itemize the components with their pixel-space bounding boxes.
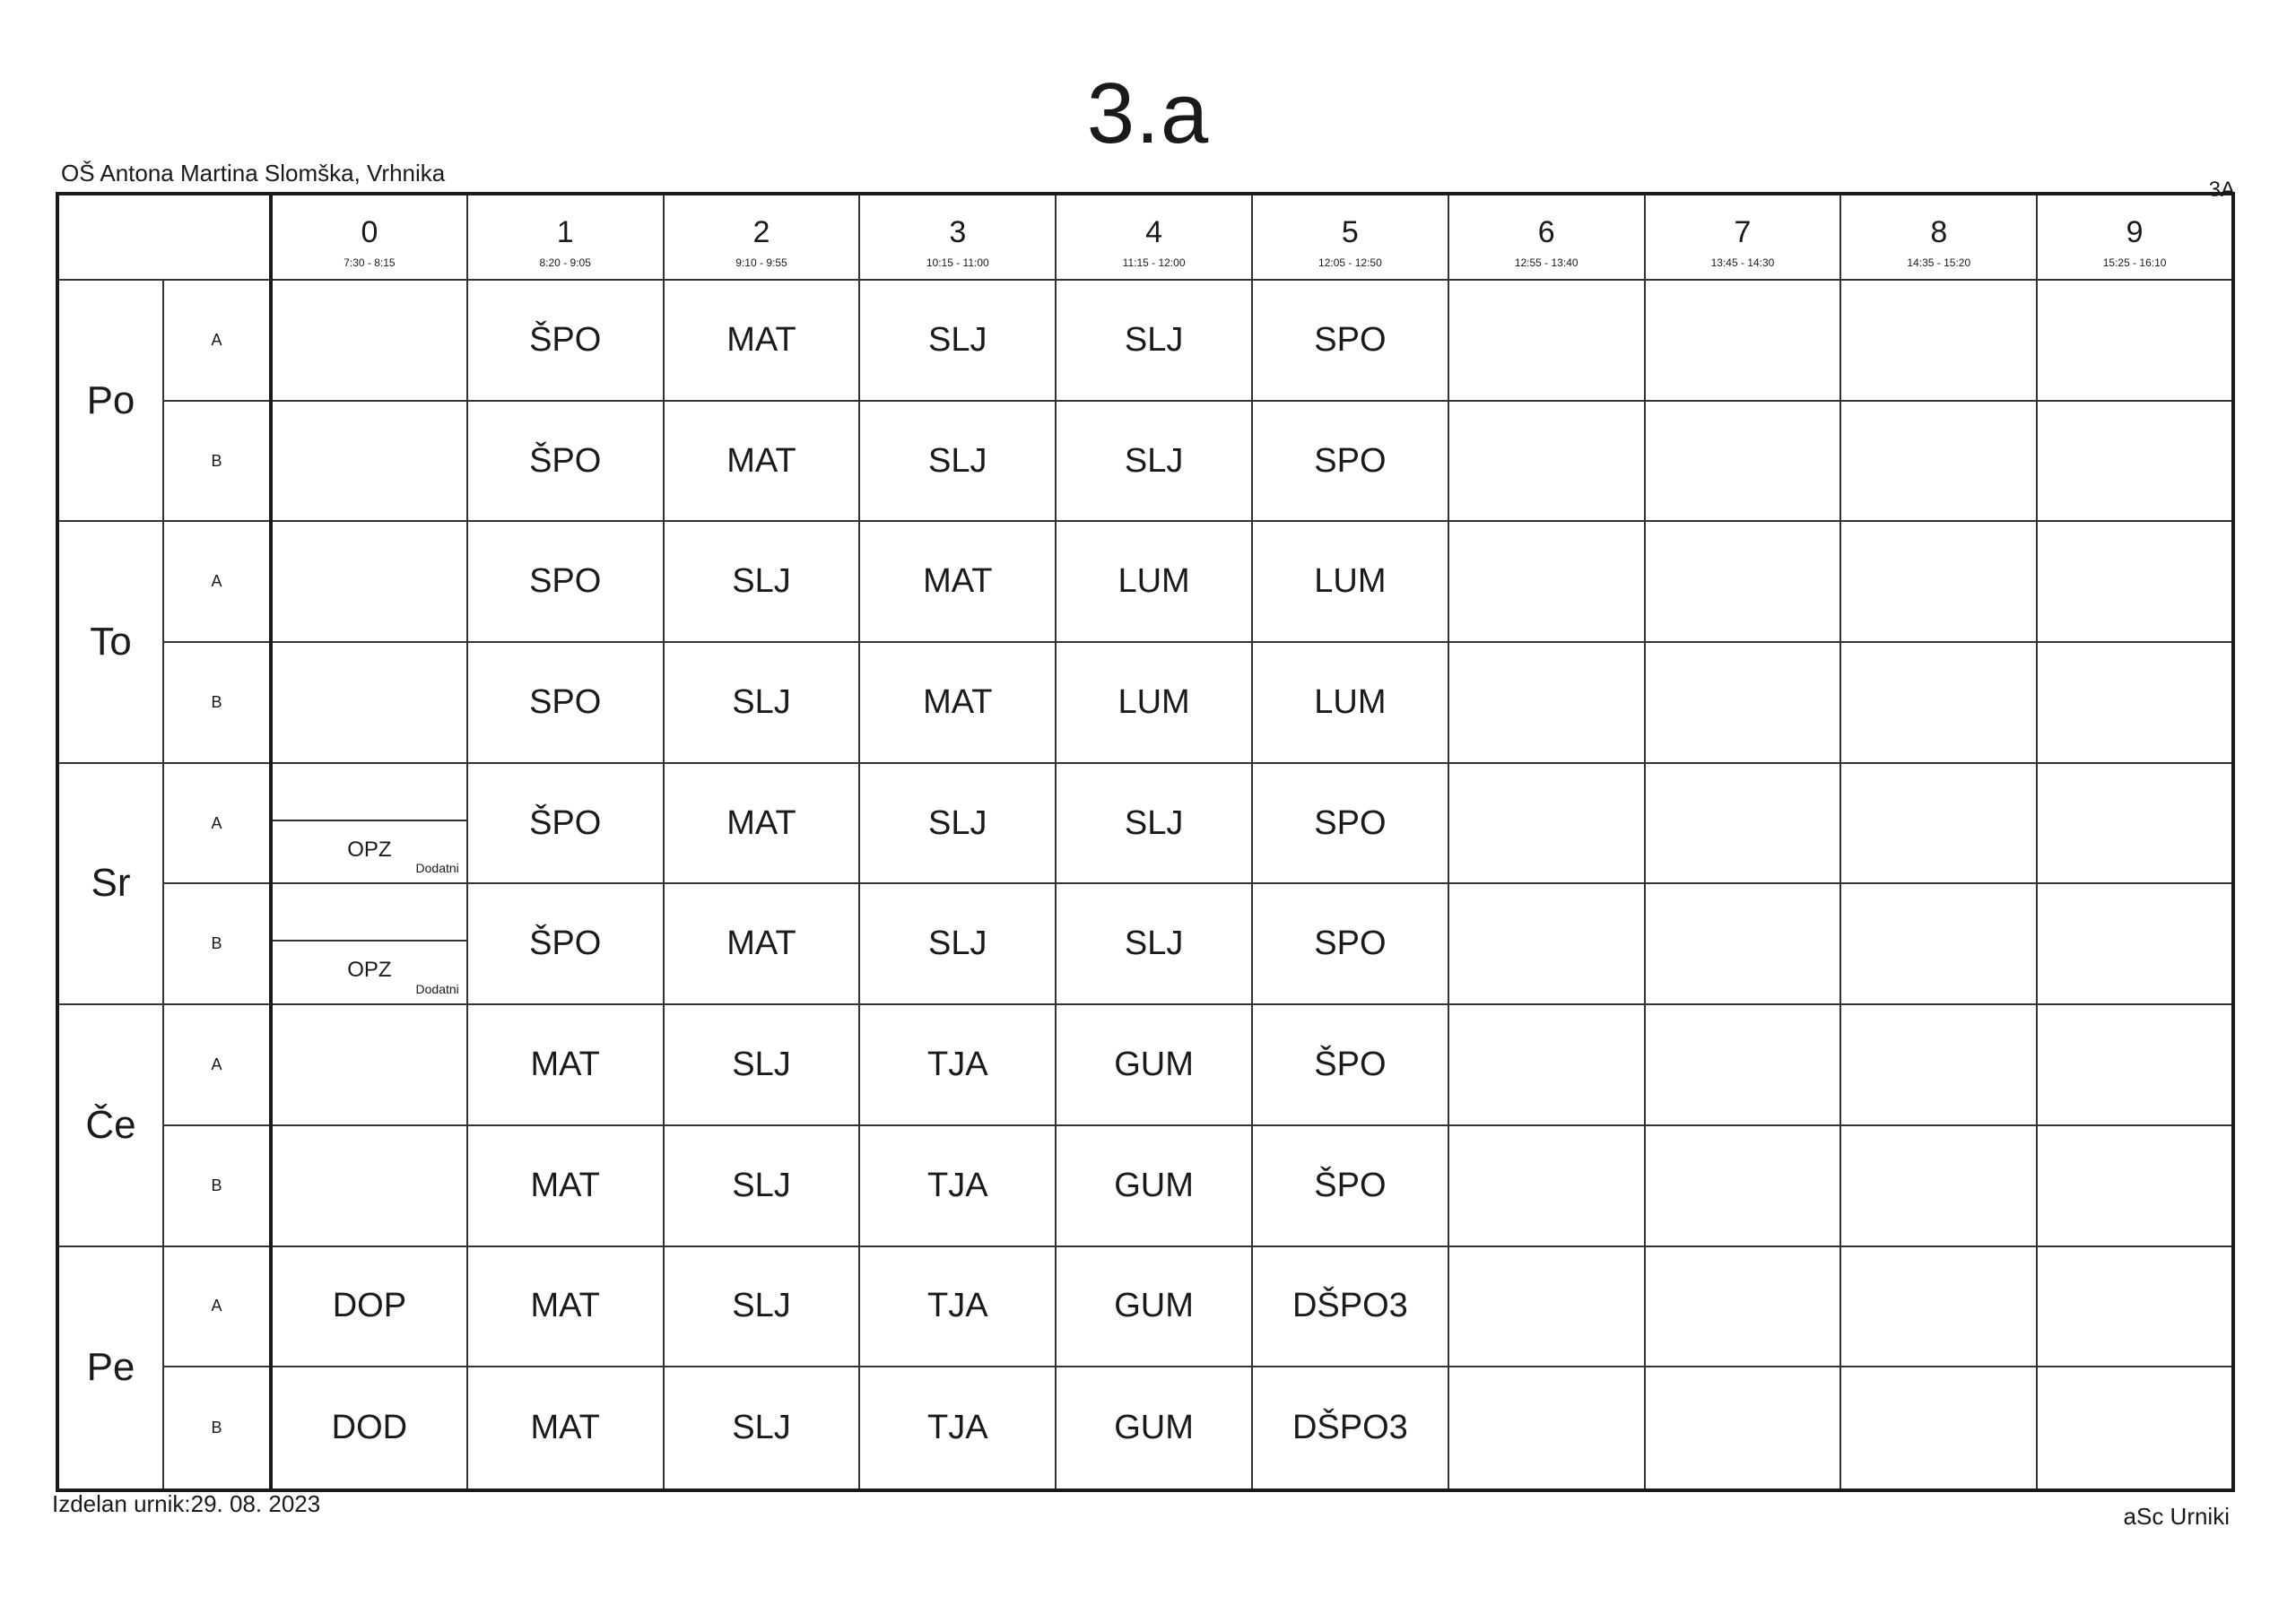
week-label: B <box>163 1125 271 1246</box>
lesson-cell: MAT <box>467 1367 664 1490</box>
lesson-cell <box>1448 642 1645 763</box>
lesson-cell <box>271 401 467 522</box>
lesson-cell: LUM <box>1252 642 1448 763</box>
period-number: 1 <box>556 214 574 249</box>
day-label: Po <box>57 280 163 521</box>
lesson-cell: DŠPO3 <box>1252 1246 1448 1367</box>
timetable-row <box>57 1125 2233 1246</box>
lesson-cell <box>1645 1367 1841 1490</box>
split-upper-half <box>273 764 466 821</box>
timetable-row <box>57 642 2233 763</box>
period-header-9 <box>2037 194 2233 280</box>
lesson-cell: MAT <box>664 280 860 401</box>
period-time: 9:10 - 9:55 <box>735 256 787 269</box>
period-header-2 <box>664 194 860 280</box>
split-upper-half <box>273 884 466 942</box>
lesson-cell <box>271 521 467 642</box>
lesson-cell: TJA <box>859 1004 1056 1125</box>
timetable-body <box>57 280 2233 1490</box>
lesson-cell <box>1645 401 1841 522</box>
period-number: 2 <box>752 214 770 249</box>
lesson-cell <box>271 1004 467 1125</box>
period-number: 9 <box>2126 214 2144 249</box>
lesson-cell <box>1448 521 1645 642</box>
lesson-cell: SPO <box>467 521 664 642</box>
lesson-cell <box>1840 280 2037 401</box>
lesson-cell <box>1448 1125 1645 1246</box>
lesson-cell: ŠPO <box>467 280 664 401</box>
lesson-cell <box>2037 1004 2233 1125</box>
lesson-cell: SLJ <box>664 1125 860 1246</box>
lesson-cell: SLJ <box>859 883 1056 1004</box>
lesson-cell: SPO <box>1252 280 1448 401</box>
lesson-cell: SLJ <box>1056 401 1252 522</box>
lesson-cell <box>1645 763 1841 884</box>
extra-subject: OPZ <box>347 837 392 862</box>
lesson-cell: LUM <box>1056 521 1252 642</box>
lesson-cell: MAT <box>664 883 860 1004</box>
period-number: 7 <box>1734 214 1752 249</box>
lesson-cell <box>1840 1246 2037 1367</box>
period-number: 3 <box>949 214 967 249</box>
lesson-cell: SPO <box>1252 763 1448 884</box>
lesson-cell <box>2037 883 2233 1004</box>
software-credit: aSc Urniki <box>2123 1503 2230 1530</box>
timetable <box>56 192 2235 1492</box>
lesson-cell <box>1448 1246 1645 1367</box>
lesson-cell: ŠPO <box>467 883 664 1004</box>
lesson-cell <box>1840 1367 2037 1490</box>
period-number: 8 <box>1930 214 1948 249</box>
lesson-cell: LUM <box>1056 642 1252 763</box>
lesson-cell <box>1645 883 1841 1004</box>
period-time: 14:35 - 15:20 <box>1907 256 1971 269</box>
lesson-cell: MAT <box>467 1246 664 1367</box>
lesson-cell <box>271 280 467 401</box>
extra-note: Dodatni <box>415 982 459 997</box>
period-number: 5 <box>1341 214 1359 249</box>
timetable-row <box>57 1004 2233 1125</box>
lesson-cell <box>1840 642 2037 763</box>
period-header-1 <box>467 194 664 280</box>
lesson-cell <box>1448 1367 1645 1490</box>
lesson-cell <box>1645 1246 1841 1367</box>
lesson-cell: SLJ <box>859 763 1056 884</box>
week-label: A <box>163 1004 271 1125</box>
lesson-cell: SLJ <box>664 1246 860 1367</box>
lesson-cell <box>1448 883 1645 1004</box>
lesson-cell: MAT <box>664 401 860 522</box>
timetable-row <box>57 521 2233 642</box>
period-time: 8:20 - 9:05 <box>539 256 591 269</box>
period-header-7 <box>1645 194 1841 280</box>
lesson-cell <box>1448 280 1645 401</box>
lesson-cell <box>2037 1125 2233 1246</box>
period-time: 10:15 - 11:00 <box>926 256 989 269</box>
lesson-cell <box>2037 280 2233 401</box>
period-header-4 <box>1056 194 1252 280</box>
lesson-cell: DOP <box>271 1246 467 1367</box>
school-name: OŠ Antona Martina Slomška, Vrhnika <box>61 160 446 187</box>
class-code: 3A <box>2208 178 2235 202</box>
lesson-cell: MAT <box>467 1004 664 1125</box>
lesson-cell <box>1645 280 1841 401</box>
period-number: 0 <box>361 214 378 249</box>
period-header-3 <box>859 194 1056 280</box>
period-header-row <box>57 194 2233 280</box>
lesson-cell <box>271 642 467 763</box>
period-time: 15:25 - 16:10 <box>2102 256 2167 269</box>
lesson-cell <box>271 1125 467 1246</box>
period-header-8 <box>1840 194 2037 280</box>
lesson-cell: GUM <box>1056 1125 1252 1246</box>
lesson-cell: ŠPO <box>467 401 664 522</box>
lesson-cell <box>1840 1125 2037 1246</box>
lesson-cell <box>1840 1004 2037 1125</box>
lesson-cell <box>1645 642 1841 763</box>
created-date: Izdelan urnik:29. 08. 2023 <box>52 1490 321 1517</box>
lesson-cell: DŠPO3 <box>1252 1367 1448 1490</box>
timetable-row <box>57 1367 2233 1490</box>
lesson-cell: SLJ <box>859 280 1056 401</box>
lesson-cell <box>2037 642 2233 763</box>
timetable-row <box>57 1246 2233 1367</box>
lesson-cell: MAT <box>859 642 1056 763</box>
page-title: 3.a <box>1086 65 1210 161</box>
period-time: 12:05 - 12:50 <box>1318 256 1382 269</box>
lesson-cell-split <box>271 883 467 1004</box>
lesson-cell: SLJ <box>1056 280 1252 401</box>
lesson-cell: SPO <box>1252 883 1448 1004</box>
period-header-5 <box>1252 194 1448 280</box>
period-time: 7:30 - 8:15 <box>344 256 396 269</box>
lesson-cell: SLJ <box>664 1004 860 1125</box>
lesson-cell: TJA <box>859 1246 1056 1367</box>
lesson-cell: ŠPO <box>1252 1004 1448 1125</box>
lesson-cell: GUM <box>1056 1367 1252 1490</box>
corner-cell <box>57 194 271 280</box>
week-label: B <box>163 1367 271 1490</box>
timetable-row <box>57 280 2233 401</box>
timetable-row <box>57 401 2233 522</box>
lesson-cell: DOD <box>271 1367 467 1490</box>
lesson-cell: SPO <box>1252 401 1448 522</box>
week-label: A <box>163 763 271 884</box>
lesson-cell: SLJ <box>664 642 860 763</box>
lesson-cell <box>1448 1004 1645 1125</box>
lesson-cell <box>2037 1367 2233 1490</box>
lesson-cell <box>1840 883 2037 1004</box>
extra-subject: OPZ <box>347 958 392 983</box>
week-label: B <box>163 883 271 1004</box>
period-number: 4 <box>1145 214 1163 249</box>
timetable-row <box>57 883 2233 1004</box>
lesson-cell: SLJ <box>859 401 1056 522</box>
extra-note: Dodatni <box>415 861 459 876</box>
week-label: A <box>163 1246 271 1367</box>
lesson-cell: MAT <box>664 763 860 884</box>
lesson-cell <box>2037 401 2233 522</box>
lesson-cell <box>1645 521 1841 642</box>
lesson-cell: SLJ <box>1056 883 1252 1004</box>
lesson-cell: SLJ <box>664 521 860 642</box>
period-header-6 <box>1448 194 1645 280</box>
lesson-cell <box>1840 521 2037 642</box>
lesson-cell <box>2037 763 2233 884</box>
day-label: Sr <box>57 763 163 1004</box>
lesson-cell <box>1840 401 2037 522</box>
day-label: To <box>57 521 163 762</box>
day-label: Če <box>57 1004 163 1245</box>
lesson-cell: SLJ <box>664 1367 860 1490</box>
week-label: B <box>163 401 271 522</box>
lesson-cell <box>2037 521 2233 642</box>
lesson-cell: TJA <box>859 1125 1056 1246</box>
period-time: 12:55 - 13:40 <box>1514 256 1578 269</box>
lesson-cell: GUM <box>1056 1004 1252 1125</box>
period-time: 13:45 - 14:30 <box>1710 256 1775 269</box>
lesson-cell <box>2037 1246 2233 1367</box>
lesson-cell: MAT <box>467 1125 664 1246</box>
lesson-cell <box>1448 763 1645 884</box>
period-number: 6 <box>1537 214 1555 249</box>
lesson-cell: LUM <box>1252 521 1448 642</box>
lesson-cell: SLJ <box>1056 763 1252 884</box>
lesson-cell: MAT <box>859 521 1056 642</box>
period-header-0 <box>271 194 467 280</box>
week-label: A <box>163 521 271 642</box>
lesson-cell: ŠPO <box>467 763 664 884</box>
lesson-cell: GUM <box>1056 1246 1252 1367</box>
timetable-row <box>57 763 2233 884</box>
period-time: 11:15 - 12:00 <box>1122 256 1186 269</box>
lesson-cell: TJA <box>859 1367 1056 1490</box>
lesson-cell <box>1448 401 1645 522</box>
lesson-cell <box>1645 1125 1841 1246</box>
lesson-cell <box>1645 1004 1841 1125</box>
lesson-cell <box>1840 763 2037 884</box>
week-label: B <box>163 642 271 763</box>
week-label: A <box>163 280 271 401</box>
day-label: Pe <box>57 1246 163 1491</box>
lesson-cell: SPO <box>467 642 664 763</box>
lesson-cell-split <box>271 763 467 884</box>
lesson-cell: ŠPO <box>1252 1125 1448 1246</box>
